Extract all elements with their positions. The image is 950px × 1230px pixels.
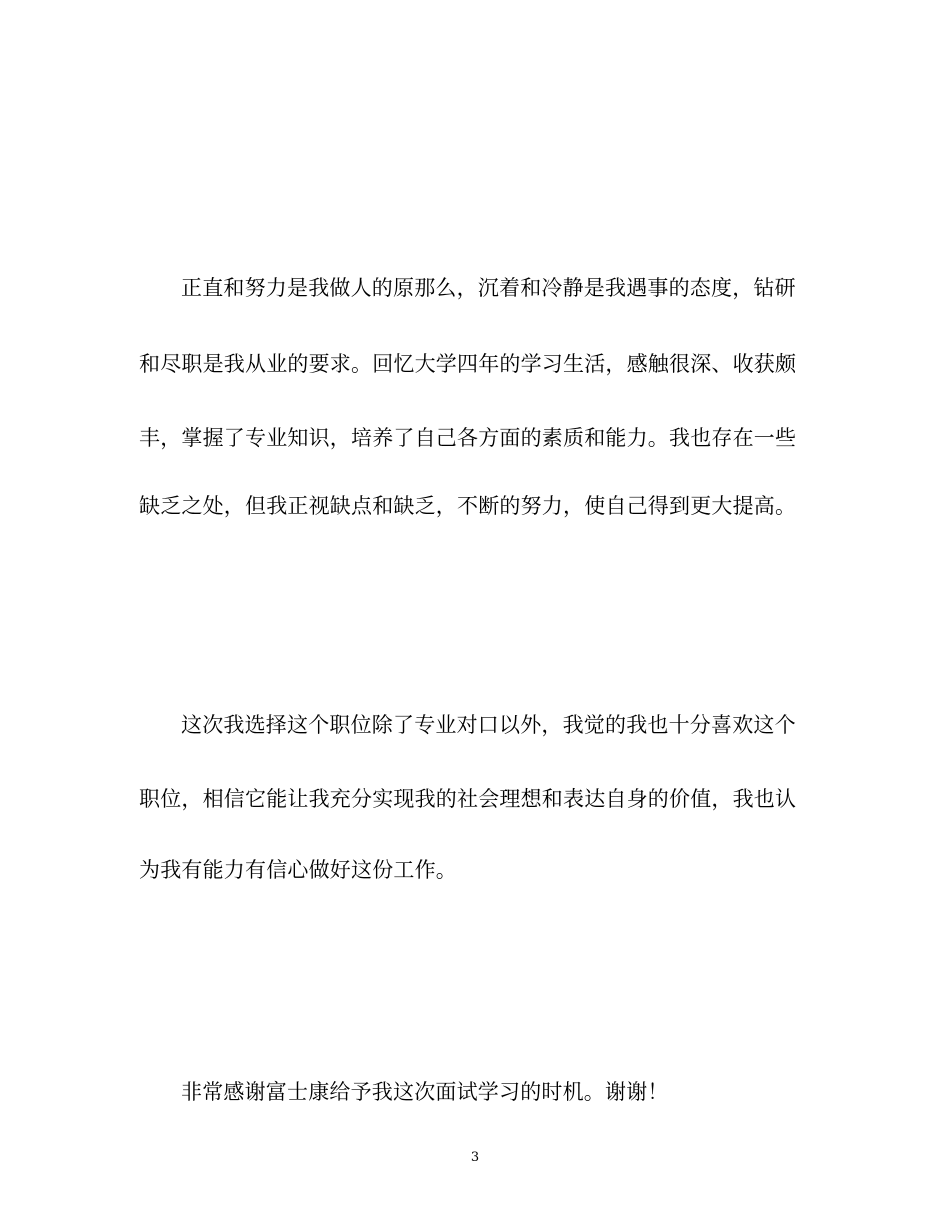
- paragraph-line: 这次我选择这个职位除了专业对口以外，我觉的我也十分喜欢这个: [181, 713, 796, 737]
- paragraph-line: 缺乏之处，但我正视缺点和缺乏，不断的努力，使自己得到更大提高。: [139, 494, 797, 518]
- page-number: 3: [470, 1150, 480, 1165]
- paragraph-line: 丰，掌握了专业知识，培养了自己各方面的素质和能力。我也存在一些: [139, 426, 797, 450]
- paragraph-line: 和尽职是我从业的要求。回忆大学四年的学习生活，感触很深、收获颇: [139, 352, 797, 376]
- paragraph-line: 正直和努力是我做人的原那么，沉着和冷静是我遇事的态度，钻研: [181, 276, 796, 300]
- paragraph-line: 为我有能力有信心做好这份工作。: [139, 858, 457, 882]
- paragraph-line: 非常感谢富士康给予我这次面试学习的时机。谢谢！: [181, 1080, 669, 1104]
- paragraph-line: 职位，相信它能让我充分实现我的社会理想和表达自身的价值，我也认: [139, 787, 797, 811]
